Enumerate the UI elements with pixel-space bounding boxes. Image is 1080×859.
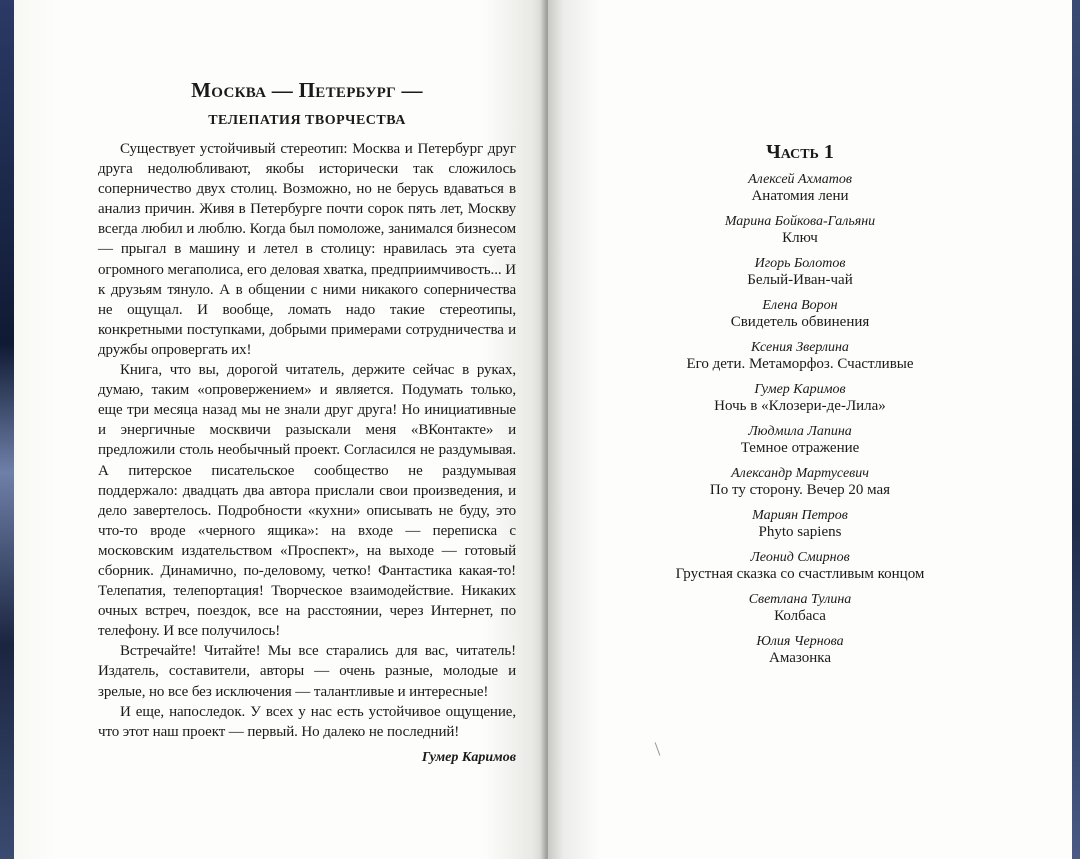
toc-work-title: Грустная сказка со счастливым концом	[675, 566, 925, 582]
toc-author: Юлия Чернова	[756, 634, 844, 649]
toc-author: Елена Ворон	[762, 298, 838, 313]
toc-entry	[640, 172, 960, 205]
toc-author: Алексей Ахматов	[748, 172, 852, 187]
toc-work-title: Анатомия лени	[751, 188, 849, 204]
toc-entry	[640, 298, 960, 331]
toc-work-title: Амазонка	[769, 650, 831, 666]
toc-work-title: Его дети. Метаморфоз. Счастливые	[686, 356, 914, 372]
toc-entry	[640, 382, 960, 415]
foreword-title: Москва — Петербург —	[191, 78, 423, 102]
toc-entry	[640, 256, 960, 289]
toc-author: Мариян Петров	[752, 508, 848, 523]
toc-author: Марина Бойкова-Гальяни	[724, 214, 876, 229]
toc-work-title: Колбаса	[774, 608, 826, 624]
foreword-signature: Гумер Каримов	[421, 749, 516, 765]
toc-work-title: Phyto sapiens	[758, 524, 842, 540]
toc-list	[640, 172, 960, 667]
toc-author: Леонид Смирнов	[750, 550, 850, 565]
part-title: Часть 1	[766, 141, 834, 163]
paragraph: Встречайте! Читайте! Мы все старались для вас, читатель! Издатель, составители, авторы — очень разные, молодые и зрелые, но все без исключения — талантливые и интересные!	[98, 643, 516, 700]
cover-edge-right	[1072, 0, 1080, 859]
toc-author: Гумер Каримов	[754, 382, 846, 397]
toc-work-title: По ту сторону. Вечер 20 мая	[709, 482, 891, 498]
toc-work-title: Свидетель обвинения	[730, 314, 870, 330]
toc-entry	[640, 214, 960, 247]
toc-entry	[640, 550, 960, 583]
toc-work-title: Темное отражение	[740, 440, 860, 456]
toc-entry	[640, 340, 960, 373]
toc-work-title: Белый-Иван-чай	[747, 272, 853, 288]
foreword-body	[98, 139, 516, 742]
toc-author: Людмила Лапина	[748, 424, 852, 439]
toc-entry	[640, 424, 960, 457]
toc-author: Светлана Тулина	[748, 592, 852, 607]
toc-author: Александр Мартусевич	[731, 466, 869, 481]
foreword	[98, 78, 516, 766]
toc-entry	[640, 466, 960, 499]
toc-entry	[640, 508, 960, 541]
toc-work-title: Ночь в «Клозери-де-Лила»	[714, 398, 886, 414]
toc-author: Игорь Болотов	[754, 256, 846, 271]
toc-author: Ксения Зверлина	[751, 340, 849, 355]
paragraph: Существует устойчивый стереотип: Москва и Петербург друг друга недолюбливают, якобы исторически так сложилось соперничество двух столиц. Возможно, но не берусь вдаваться в анализ причин. Живя в Петербурге почти сорок пять лет, Москву всегда любил и люблю. Когда был помоложе, занимался бизнесом — прыгал в машину и летел в столицу: нравилась эта суета огромного мегаполиса, его деловая хватка, предприимчивость... И к друзьям тянуло. А в общении с ними никакого соперничества не ощущал. И вообще, ломать надо такие стереотипы, конкретными поступками, добрыми примерами сотрудничества и дружбы опровергать их!	[98, 141, 516, 358]
left-page	[14, 0, 548, 859]
paragraph: Книга, что вы, дорогой читатель, держите сейчас в руках, думаю, таким «опровержением» и является. Подумать только, еще три месяца назад мы не знали друг друга! Но инициативные и энергичные москвичи разыскали меня «ВКонтакте» и предложили столь необычный проект. Согласился не раздумывая. А питерское писательское сообщество не раздумывая поддержало: двадцать два автора прислали свои произведения, и дело завертелось. Подробности «кухни» описывать не буду, это что-то вроде «черного ящика»: на входе — переписка с московским издательством «Проспект», на выходе — готовый сборник. Динамично, по-деловому, четко! Фантастика какая-то! Телепатия, телепортация! Творческое взаимодействие. Никаких очных встреч, поездок, все на расстоянии, через Интернет, по телефону. И все получилось!	[98, 362, 516, 640]
toc-entry	[640, 592, 960, 625]
toc-work-title: Ключ	[782, 230, 818, 246]
toc-entry	[640, 634, 960, 667]
table-of-contents	[640, 141, 960, 676]
foreword-subtitle: ТЕЛЕПАТИЯ ТВОРЧЕСТВА	[208, 113, 406, 128]
paragraph: И еще, напоследок. У всех у нас есть устойчивое ощущение, что этот наш проект — первый. Но далеко не последний!	[98, 703, 516, 740]
